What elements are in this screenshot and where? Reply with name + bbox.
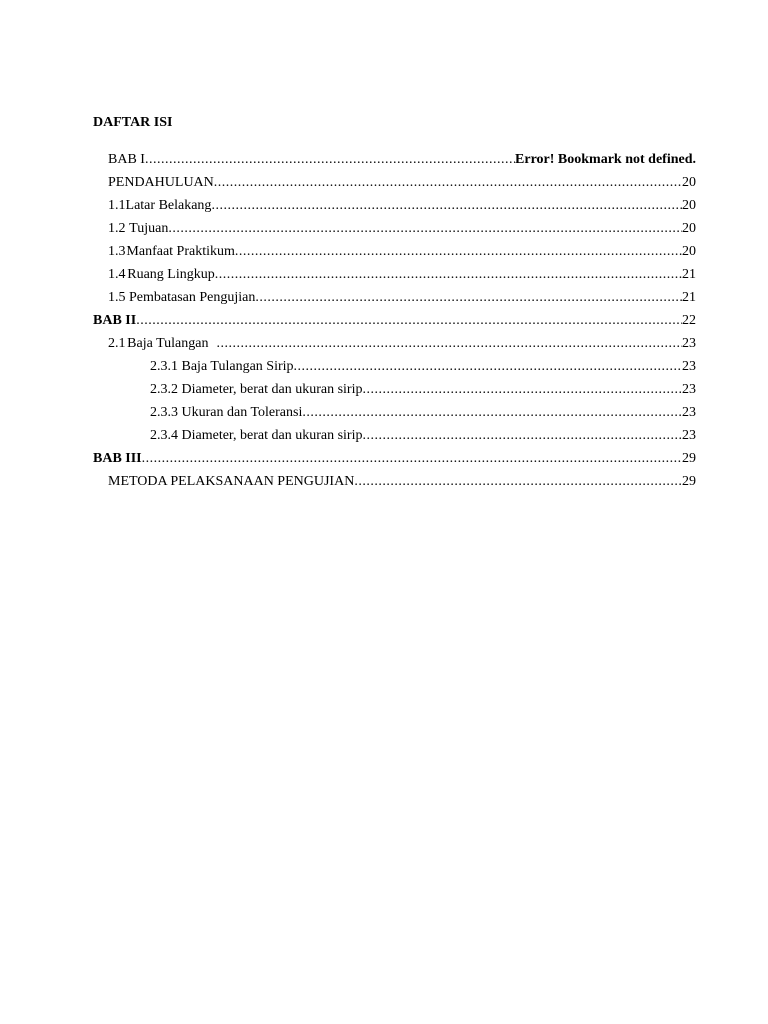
toc-entry-page: 21: [682, 267, 696, 282]
toc-entry-label: 2.3.4 Diameter, berat dan ukuran sirip: [150, 428, 363, 443]
toc-entry-1-5[interactable]: [108, 288, 696, 308]
toc-entry-label: 1.5 Pembatasan Pengujian: [108, 290, 256, 305]
toc-entry-label: Baja Tulangan: [127, 336, 209, 351]
dot-leader: [214, 173, 682, 193]
dot-leader: [215, 265, 682, 285]
dot-leader: [145, 150, 515, 170]
dot-leader: [136, 311, 682, 331]
page-title: DAFTAR ISI: [93, 115, 173, 130]
toc-entry-bab-1[interactable]: [108, 150, 696, 170]
toc-entry-number: 2.1: [108, 336, 126, 351]
dot-leader: [362, 426, 682, 446]
toc-entry-label: 2.3.1 Baja Tulangan Sirip: [150, 359, 294, 374]
toc-entry-number: 1.2: [108, 221, 126, 236]
toc-entry-label: BAB III: [93, 451, 142, 466]
toc-entry-1-4[interactable]: [108, 265, 696, 285]
toc-entry-metoda[interactable]: [108, 472, 696, 492]
toc-entry-bab-2[interactable]: [93, 311, 696, 331]
dot-leader: [255, 288, 682, 308]
toc-entry-page: 20: [682, 221, 696, 236]
toc-entry-number: 1.4: [108, 267, 126, 282]
toc-entry-number: 1.1: [108, 198, 126, 213]
toc-entry-page: 20: [682, 198, 696, 213]
dot-leader: [294, 357, 682, 377]
toc-entry-page: 23: [682, 336, 696, 351]
toc-entry-pendahuluan[interactable]: [108, 173, 696, 193]
toc-entry-label: Latar Belakang: [125, 198, 212, 213]
toc-entry-2-3-4[interactable]: [150, 426, 696, 446]
toc-entry-page: 21: [682, 290, 696, 305]
toc-entry-page: 29: [682, 451, 696, 466]
toc-entry-page: 29: [682, 474, 696, 489]
toc-entry-page: Error! Bookmark not defined.: [515, 152, 696, 167]
toc-entry-page: 20: [682, 175, 696, 190]
toc-entry-label: BAB I: [108, 152, 145, 167]
toc-entry-label: BAB II: [93, 313, 137, 328]
toc-entry-page: 23: [682, 405, 696, 420]
toc-entry-1-2[interactable]: [108, 219, 696, 239]
toc-entry-label: METODA PELAKSANAAN PENGUJIAN: [108, 474, 355, 489]
toc-entry-label: 2.3.2 Diameter, berat dan ukuran sirip: [150, 382, 363, 397]
toc-entry-page: 22: [682, 313, 696, 328]
dot-leader: [211, 196, 682, 216]
dot-leader: [216, 334, 682, 354]
toc-entry-page: 23: [682, 382, 696, 397]
toc-entry-label: Tujuan: [129, 221, 169, 236]
toc-entry-2-3-3[interactable]: [150, 403, 696, 423]
dot-leader: [302, 403, 682, 423]
dot-leader: [168, 219, 682, 239]
dot-leader: [354, 472, 682, 492]
toc-entry-bab-3[interactable]: [93, 449, 696, 469]
toc-entry-1-3[interactable]: [108, 242, 696, 262]
toc-entry-number: 1.3: [108, 244, 126, 259]
toc-entry-label: 2.3.3 Ukuran dan Toleransi: [150, 405, 303, 420]
toc-entry-2-1[interactable]: [108, 334, 696, 354]
dot-leader: [142, 449, 682, 469]
toc-entry-2-3-2[interactable]: [150, 380, 696, 400]
toc-entry-page: 23: [682, 428, 696, 443]
toc-entry-page: 23: [682, 359, 696, 374]
dot-leader: [235, 242, 682, 262]
dot-leader: [362, 380, 682, 400]
toc-entry-2-3-1[interactable]: [150, 357, 696, 377]
toc-entry-label: PENDAHULUAN: [108, 175, 214, 190]
toc-entry-page: 20: [682, 244, 696, 259]
toc-entry-1-1[interactable]: [108, 196, 696, 216]
toc-entry-label: Manfaat Praktikum: [126, 244, 235, 259]
toc-entry-label: Ruang Lingkup: [127, 267, 215, 282]
